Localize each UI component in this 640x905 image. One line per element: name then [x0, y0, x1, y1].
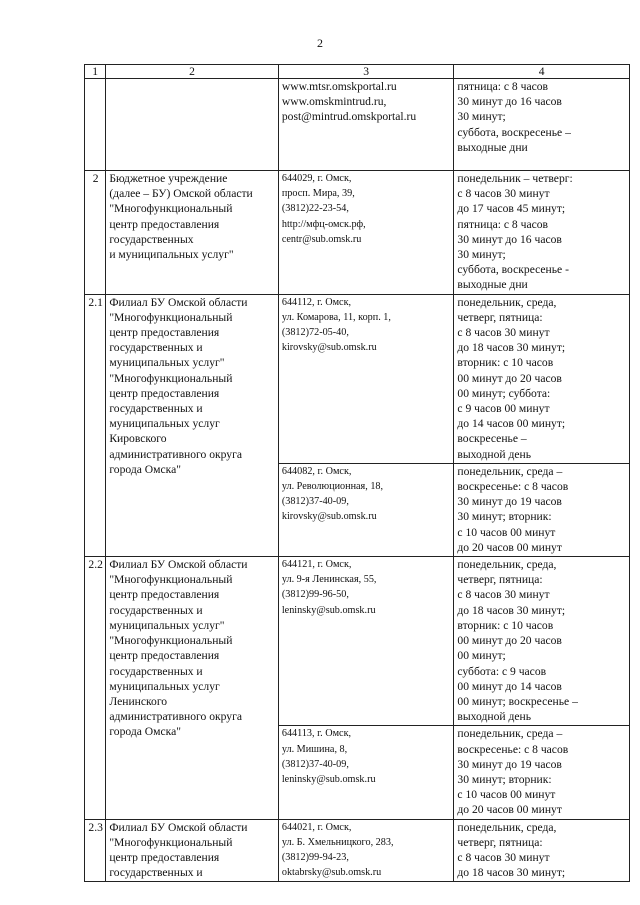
row-number: 2 [85, 171, 106, 295]
row-number: 2.2 [85, 557, 106, 819]
row-number [85, 79, 106, 171]
contact-info: 644082, г. Омск, ул. Революционная, 18, (3812)37-40-09, kirovsky@sub.omsk.ru [278, 463, 454, 556]
contact-info: www.mtsr.omskportal.ru www.omskmintrud.ru, post@mintrud.omskportal.ru [278, 79, 454, 171]
page-number: 2 [317, 36, 323, 50]
contact-info: 644112, г. Омск, ул. Комарова, 11, корп. 1, (3812)72-05-40, kirovsky@sub.omsk.ru [278, 294, 454, 463]
organization-name: Филиал БУ Омской области "Многофункциональный центр предоставления государственных и муниципальных услуг" "Многофункциональный центр предоставления государственных и муниципальных услуг Ленинского административного округа города Омска" [106, 557, 279, 819]
organization-name: Филиал БУ Омской области "Многофункциональный центр предоставления государственных и [106, 819, 279, 882]
contact-info: 644021, г. Омск, ул. Б. Хмельницкого, 283, (3812)99-94-23, oktabrsky@sub.omsk.ru [278, 819, 454, 882]
header-row [85, 65, 630, 79]
table-row [85, 171, 630, 295]
working-hours: понедельник, среда, четверг, пятница: с 8 часов 30 минут до 18 часов 30 минут; [454, 819, 630, 882]
row-number: 2.3 [85, 819, 106, 882]
column-header-3: 3 [278, 65, 454, 79]
column-header-4: 4 [454, 65, 630, 79]
working-hours: понедельник, среда, четверг, пятница: с 8 часов 30 минут до 18 часов 30 минут; вторник: с 10 часов 00 минут до 20 часов 00 минут; суббота: с 9 часов 00 минут до 14 часов 00 минут; воскресенье – выходной день [454, 294, 630, 463]
contact-info: 644113, г. Омск, ул. Мишина, 8, (3812)37-40-09, leninsky@sub.omsk.ru [278, 726, 454, 819]
contact-info: 644029, г. Омск, просп. Мира, 39, (3812)22-23-54, http://мфц-омск.рф, centr@sub.omsk.ru [278, 171, 454, 295]
table-row [85, 79, 630, 171]
working-hours: понедельник, среда – воскресенье: с 8 часов 30 минут до 19 часов 30 минут; вторник: с 10 часов 00 минут до 20 часов 00 минут [454, 463, 630, 556]
column-header-1: 1 [85, 65, 106, 79]
contact-info: 644121, г. Омск, ул. 9-я Ленинская, 55, (3812)99-96-50, leninsky@sub.omsk.ru [278, 557, 454, 726]
working-hours: понедельник, среда – воскресенье: с 8 часов 30 минут до 19 часов 30 минут; вторник: с 10 часов 00 минут до 20 часов 00 минут [454, 726, 630, 819]
working-hours: понедельник, среда, четверг, пятница: с 8 часов 30 минут до 18 часов 30 минут; вторник: с 10 часов 00 минут до 20 часов 00 минут; суббота: с 9 часов 00 минут до 14 часов 00 минут; воскресенье – выходной день [454, 557, 630, 726]
column-header-2: 2 [106, 65, 279, 79]
organization-name: Бюджетное учреждение (далее – БУ) Омской области "Многофункциональный центр предоставления государственных и муниципальных услуг" [106, 171, 279, 295]
services-table [84, 64, 630, 882]
row-number: 2.1 [85, 294, 106, 556]
working-hours: пятница: с 8 часов 30 минут до 16 часов 30 минут; суббота, воскресенье – выходные дни [454, 79, 630, 171]
table-row [85, 294, 630, 463]
table-row [85, 557, 630, 726]
working-hours: понедельник – четверг: с 8 часов 30 минут до 17 часов 45 минут; пятница: с 8 часов 30 минут до 16 часов 30 минут; суббота, воскресенье - выходные дни [454, 171, 630, 295]
organization-name [106, 79, 279, 171]
table-row [85, 819, 630, 882]
organization-name: Филиал БУ Омской области "Многофункциональный центр предоставления государственных и муниципальных услуг" "Многофункциональный центр предоставления государственных и муниципальных услуг Кировского административного округа города Омска" [106, 294, 279, 556]
